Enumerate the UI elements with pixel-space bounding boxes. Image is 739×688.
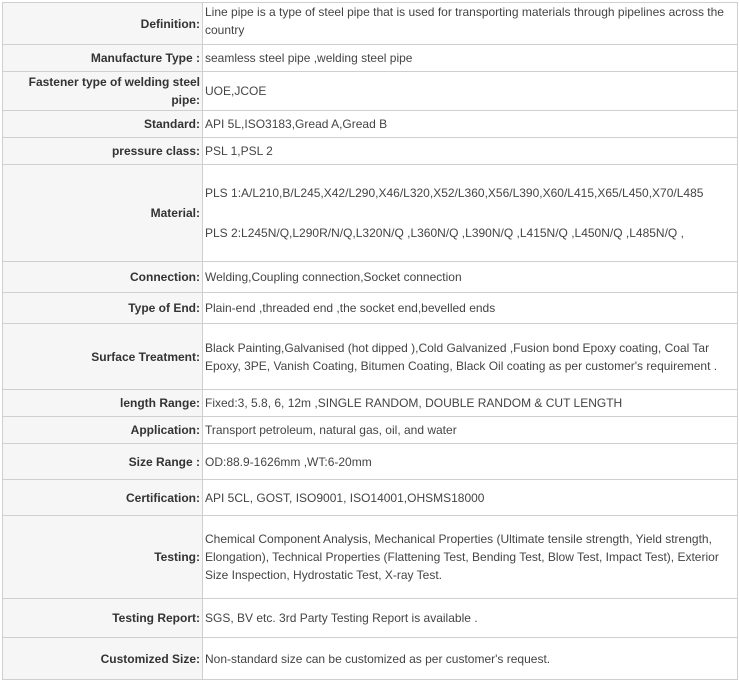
- row-label-type-of-end: Type of End:: [3, 293, 203, 324]
- row-label-application: Application:: [3, 417, 203, 444]
- table-row: [3, 417, 738, 444]
- table-row: [3, 111, 738, 138]
- row-label-pressure-class: pressure class:: [3, 138, 203, 165]
- table-row: [3, 390, 738, 417]
- table-row: [3, 480, 738, 516]
- table-row: [3, 45, 738, 72]
- row-value-pressure-class: PSL 1,PSL 2: [203, 138, 738, 165]
- row-value-testing-report: SGS, BV etc. 3rd Party Testing Report is available .: [203, 599, 738, 638]
- row-label-customized-size: Customized Size:: [3, 638, 203, 680]
- spec-table: [2, 2, 738, 680]
- row-value-surface-treatment: Black Painting,Galvanised (hot dipped ),Cold Galvanized ,Fusion bond Epoxy coating, Coal Tar Epoxy, 3PE, Vanish Coating, Bitumen Coating, Black Oil coating as per customer's requirement .: [203, 324, 738, 390]
- row-label-size-range: Size Range :: [3, 444, 203, 480]
- row-value-material: [203, 165, 738, 262]
- row-label-length-range: length Range:: [3, 390, 203, 417]
- table-row: [3, 638, 738, 680]
- row-value-definition: Line pipe is a type of steel pipe that is used for transporting materials through pipelines across the country: [203, 3, 738, 45]
- row-value-connection: Welding,Coupling connection,Socket connection: [203, 262, 738, 293]
- row-value-application: Transport petroleum, natural gas, oil, and water: [203, 417, 738, 444]
- table-row: [3, 3, 738, 45]
- table-row: [3, 262, 738, 293]
- row-label-testing-report: Testing Report:: [3, 599, 203, 638]
- row-label-certification: Certification:: [3, 480, 203, 516]
- material-psl1: PLS 1:A/L210,B/L245,X42/L290,X46/L320,X52/L360,X56/L390,X60/L415,X65/L450,X70/L485: [205, 186, 704, 200]
- material-spacer: [205, 202, 735, 224]
- table-row: [3, 293, 738, 324]
- row-label-manufacture-type: Manufacture Type :: [3, 45, 203, 72]
- table-row: [3, 138, 738, 165]
- row-label-standard: Standard:: [3, 111, 203, 138]
- table-row: [3, 444, 738, 480]
- table-row: [3, 72, 738, 111]
- row-label-connection: Connection:: [3, 262, 203, 293]
- row-label-material: Material:: [3, 165, 203, 262]
- material-psl2: PLS 2:L245N/Q,L290R/N/Q,L320N/Q ,L360N/Q ,L390N/Q ,L415N/Q ,L450N/Q ,L485N/Q ,: [205, 226, 684, 240]
- row-value-testing: Chemical Component Analysis, Mechanical Properties (Ultimate tensile strength, Yield strength, Elongation), Technical Properties (Flattening Test, Bending Test, Blow Test, Impact Test), Exterior Size Inspection, Hydrostatic Test, X-ray Test.: [203, 516, 738, 599]
- row-value-customized-size: Non-standard size can be customized as per customer's request.: [203, 638, 738, 680]
- table-row: [3, 516, 738, 599]
- row-label-surface-treatment: Surface Treatment:: [3, 324, 203, 390]
- row-label-definition: Definition:: [3, 3, 203, 45]
- row-value-standard: API 5L,ISO3183,Gread A,Gread B: [203, 111, 738, 138]
- row-value-size-range: OD:88.9-1626mm ,WT:6-20mm: [203, 444, 738, 480]
- row-value-certification: API 5CL, GOST, ISO9001, ISO14001,OHSMS18000: [203, 480, 738, 516]
- row-value-manufacture-type: seamless steel pipe ,welding steel pipe: [203, 45, 738, 72]
- row-label-testing: Testing:: [3, 516, 203, 599]
- row-value-type-of-end: Plain-end ,threaded end ,the socket end,bevelled ends: [203, 293, 738, 324]
- row-value-length-range: Fixed:3, 5.8, 6, 12m ,SINGLE RANDOM, DOUBLE RANDOM & CUT LENGTH: [203, 390, 738, 417]
- table-row: [3, 599, 738, 638]
- row-label-fastener-type: Fastener type of welding steel pipe:: [3, 72, 203, 111]
- table-row: [3, 324, 738, 390]
- row-value-fastener-type: UOE,JCOE: [203, 72, 738, 111]
- table-row: [3, 165, 738, 262]
